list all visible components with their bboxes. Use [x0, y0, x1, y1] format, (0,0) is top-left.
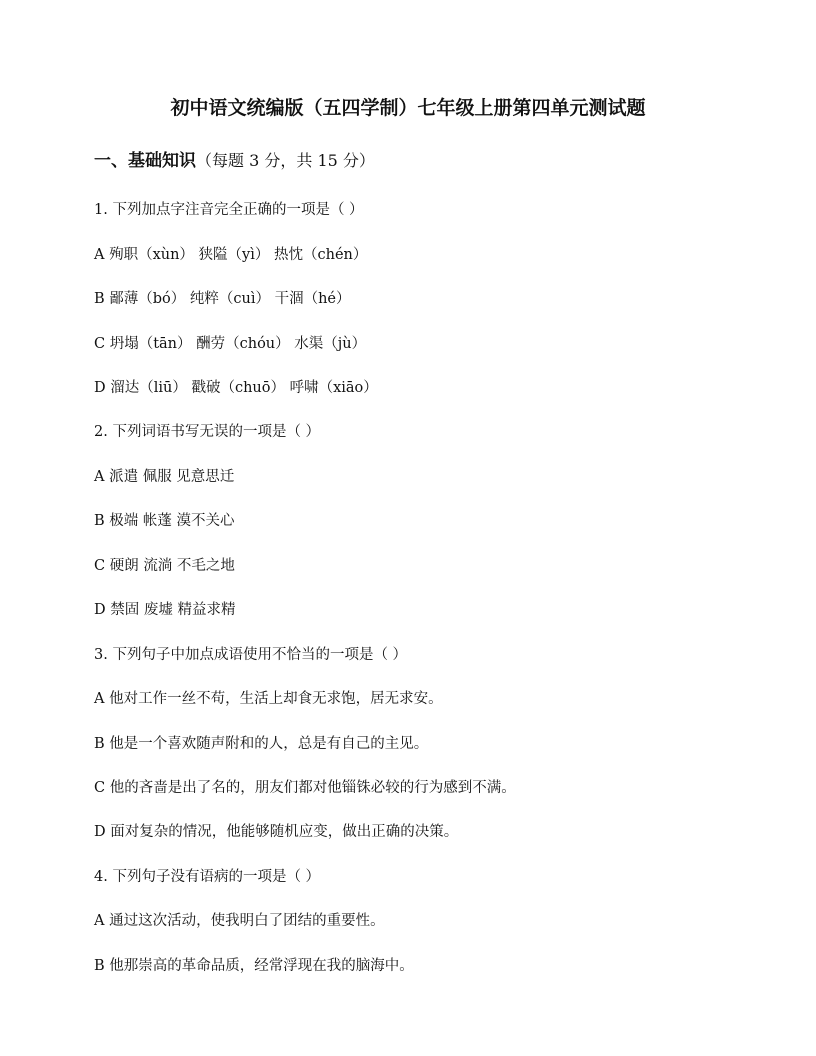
section-heading-label: 一、基础知识	[94, 151, 196, 171]
question-4-stem: 4. 下列句子没有语病的一项是（ ）	[94, 869, 321, 885]
question-1-option-c: C 坍塌（tān） 酬劳（chóu） 水渠（jù）	[94, 336, 367, 352]
question-4-option-a: A 通过这次活动，使我明白了团结的重要性。	[94, 913, 385, 929]
question-1-option-a: A 殉职（xùn） 狭隘（yì） 热忱（chén）	[94, 247, 368, 263]
question-1-option-d: D 溜达（liū） 戳破（chuō） 呼啸（xiāo）	[94, 380, 378, 396]
section-heading-note: （每题 3 分，共 15 分）	[196, 151, 375, 170]
question-3-stem: 3. 下列句子中加点成语使用不恰当的一项是（ ）	[94, 647, 408, 663]
question-1-option-b: B 鄙薄（bó） 纯粹（cuì） 干涸（hé）	[94, 291, 351, 307]
question-3-option-a: A 他对工作一丝不苟，生活上却食无求饱，居无求安。	[94, 691, 443, 707]
question-3-option-d: D 面对复杂的情况，他能够随机应变，做出正确的决策。	[94, 824, 459, 840]
question-3-option-c: C 他的吝啬是出了名的，朋友们都对他锱铢必较的行为感到不满。	[94, 780, 516, 796]
question-2-option-a: A 派遣 佩服 见意思迁	[94, 469, 235, 485]
document-title: 初中语文统编版（五四学制）七年级上册第四单元测试题	[170, 97, 646, 119]
question-3-option-b: B 他是一个喜欢随声附和的人，总是有自己的主见。	[94, 736, 429, 752]
question-4-option-b: B 他那崇高的革命品质，经常浮现在我的脑海中。	[94, 958, 414, 974]
question-2-stem: 2. 下列词语书写无误的一项是（ ）	[94, 424, 321, 440]
question-2-option-b: B 极端 帐蓬 漠不关心	[94, 513, 235, 529]
question-1-stem: 1. 下列加点字注音完全正确的一项是（ ）	[94, 202, 364, 218]
question-2-option-c: C 硬朗 流淌 不毛之地	[94, 558, 235, 574]
section-heading	[94, 149, 375, 173]
question-2-option-d: D 禁固 废墟 精益求精	[94, 602, 236, 618]
